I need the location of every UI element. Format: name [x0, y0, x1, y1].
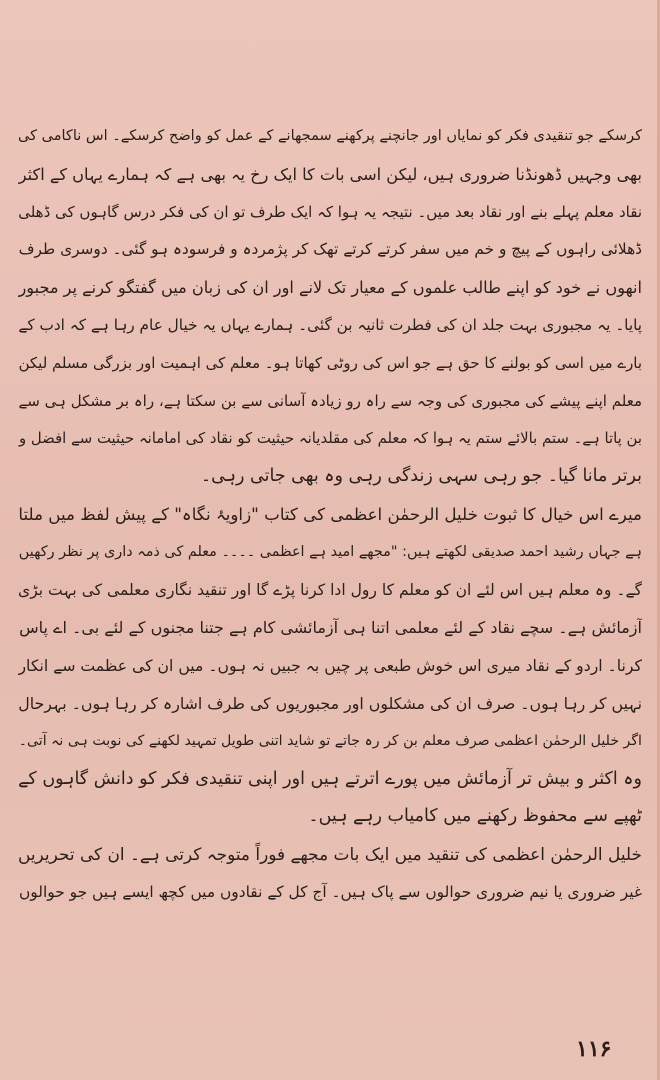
text-line: پایا۔ یہ مجبوری بہت جلد ان کی فطرت ثانیہ بن گئی۔ ہمارے یہاں یہ خیال عام رہا ہے کہ ادب کے — [18, 315, 642, 334]
text-line: بن پاتا ہے۔ ستم بالائے ستم یہ ہوا کہ معلم کی مقلدیانہ حیثیت کو نقاد کی امامانہ حیثیت سے افضل و — [19, 429, 642, 448]
text-line: کرنا۔ اردو کے نقاد میری اس خوش طبعی پر چیں بہ جبیں نہ ہوں۔ میں ان کی عظمت سے انکار — [18, 656, 642, 676]
text-line: انھوں نے خود کو اپنے طالب علموں کے معیار تک لانے اور ان کی زبان میں گفتگو کرنے پر مجبور — [18, 278, 642, 298]
paragraph-2 — [18, 496, 642, 836]
text-line: آزمائش ہے۔ سچے نقاد کے لئے معلمی اتنا ہی آزمائشی کام ہے جتنا مجنوں کے لئے بی۔ اے پاس — [19, 618, 642, 638]
paragraph-1 — [18, 118, 642, 496]
paragraph-3 — [18, 836, 642, 912]
text-line: بھی وجہیں ڈھونڈنا ضروری ہیں، لیکن اسی بات کا ایک رخ یہ بھی ہے کہ ہمارے یہاں کے اکثر — [18, 164, 642, 184]
text-line: برتر مانا گیا۔ جو رہی سہی زندگی رہی وہ بھی جاتی رہی۔ — [200, 466, 642, 487]
text-line: ہے جہاں رشید احمد صدیقی لکھتے ہیں: "مجھے امید ہے اعظمی ۔۔۔۔ معلم کی ذمہ داری پر نظر رکھیں — [18, 543, 642, 560]
text-line: ٹھپے سے محفوظ رکھنے میں کامیاب رہے ہیں۔ — [308, 806, 642, 827]
body-text — [18, 118, 642, 912]
text-line: نہیں کر رہا ہوں۔ صرف ان کی مشکلوں اور مجبوریوں کی طرف اشارہ کر رہا ہوں۔ بہرحال — [18, 693, 642, 713]
text-line: نقاد معلم پہلے بنے اور نقاد بعد میں۔ نتیجہ یہ ہوا کہ ایک طرف تو ان کی فکر درس گاہوں کی ڈھلی — [18, 202, 642, 221]
text-line: گے۔ وہ معلم ہیں اس لئے ان کو معلم کا رول ادا کرنا پڑے گا اور تنقید نگاری معلمی کی بہت بڑی — [18, 580, 642, 599]
text-line: بارے میں اسی کو بولنے کا حق ہے جو اس کی روٹی کھاتا ہو۔ معلم کی اہمیت اور بزرگی مسلم لیکن — [18, 353, 642, 372]
text-line: وہ اکثر و بیش تر آزمائش میں پورے اترتے ہیں اور اپنی تنقیدی فکر کو دانش گاہوں کے — [18, 768, 642, 789]
text-line: خلیل الرحمٰن اعظمی کی تنقید میں ایک بات مجھے فوراً متوجہ کرتی ہے۔ ان کی تحریریں — [18, 844, 642, 865]
text-line: غیر ضروری یا نیم ضروری حوالوں سے پاک ہیں۔ آج کل کے نقادوں میں کچھ ایسے ہیں جو حوالوں — [18, 882, 642, 901]
text-line: اگر خلیل الرحمٰن اعظمی صرف معلم بن کر رہ جاتے تو شاید اتنی طویل تمہید لکھنے کی نوبت ہی نہ آتی۔ — [18, 732, 642, 749]
page-number: ۱۱۶ — [576, 1036, 612, 1062]
text-line: میرے اس خیال کا ثبوت خلیل الرحمٰن اعظمی کی کتاب "زاویۂ نگاہ" کے پیش لفظ میں ملتا — [18, 504, 642, 524]
text-line: ڈھلائی راہوں کے پیچ و خم میں سفر کرتے کرتے تھک کر پژمردہ و فرسودہ ہو گئی۔ دوسری طرف — [18, 240, 642, 259]
text-line: معلم اپنے پیشے کی مجبوری کی وجہ سے راہ رو زیادہ آسانی سے بن سکتا ہے، راہ بر مشکل ہی سے — [18, 391, 642, 410]
text-line: کرسکے جو تنقیدی فکر کو نمایاں اور جانچنے پرکھنے سمجھانے کے عمل کو واضح کرسکے۔ اس ناکامی کی — [18, 128, 642, 144]
